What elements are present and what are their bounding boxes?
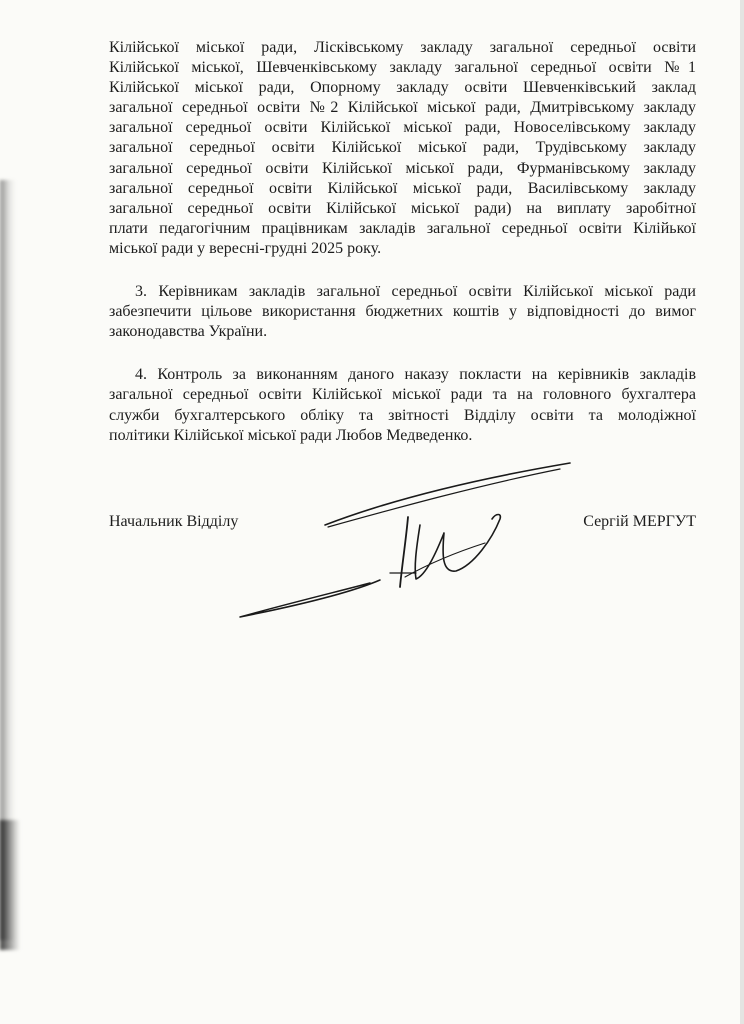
- text-line: служби бухгалтерського обліку та звітності Відділу освіти та молодіжної: [109, 406, 696, 424]
- item-3-paragraph: [109, 282, 696, 342]
- text-line: загальної середньої освіти Кілійської міської ради та на головного бухгалтера: [109, 386, 696, 404]
- text-line: плати педагогічним працівникам закладів загальної середньої освіти Кілійької: [109, 219, 696, 237]
- document-body: [109, 38, 696, 446]
- signature-row: [109, 513, 696, 537]
- text-line: Кілійської міської ради, Опорному закладу освіти Шевченківський заклад: [109, 79, 696, 97]
- text-line: загальної середньої освіти Кілійської міської ради) на виплату заробітної: [109, 199, 696, 217]
- item-4-paragraph: [109, 365, 696, 445]
- text-line: 4. Контроль за виконанням даного наказу покласти на керівників закладів: [135, 366, 696, 384]
- text-line: загальної середньої освіти №2 Кілійської міської ради, Дмитрівському закладу: [109, 99, 696, 117]
- text-line: Кілійської міської ради, Лісківському закладу загальної середньої освіти: [109, 39, 696, 56]
- text-line: законодавства України.: [109, 323, 268, 341]
- text-line: забезпечити цільове використання бюджетних коштів у відповідності до вимог: [109, 303, 696, 321]
- text-line: міської ради у вересні-грудні 2025 року.: [109, 239, 382, 257]
- paragraph-continued: [109, 38, 696, 259]
- scan-right-edge: [740, 0, 744, 1024]
- text-line: загальної середньої освіти Кілійської міської ради, Новоселівському закладу: [109, 119, 696, 137]
- text-line: Кілійської міської, Шевченківському закладу загальної середньої освіти №1: [109, 59, 696, 77]
- text-line: загальної середньої освіти Кілійської міської ради, Фурманівському закладу: [109, 159, 696, 177]
- handwritten-signature: [230, 455, 580, 630]
- text-line: політики Кілійської міської ради Любов Медведенко.: [109, 426, 473, 444]
- text-line: загальної середньої освіти Кілійської міської ради, Трудівському закладу: [109, 139, 696, 157]
- signatory-name: Сергій МЕРГУТ: [583, 513, 696, 530]
- scan-edge-shadow-dark: [0, 820, 20, 950]
- text-line: загальної середньої освіти Кілійської міської ради, Василівському закладу: [109, 179, 696, 197]
- signatory-title: Начальник Відділу: [109, 513, 239, 530]
- text-line: 3. Керівникам закладів загальної середньої освіти Кілійської міської ради: [135, 283, 696, 301]
